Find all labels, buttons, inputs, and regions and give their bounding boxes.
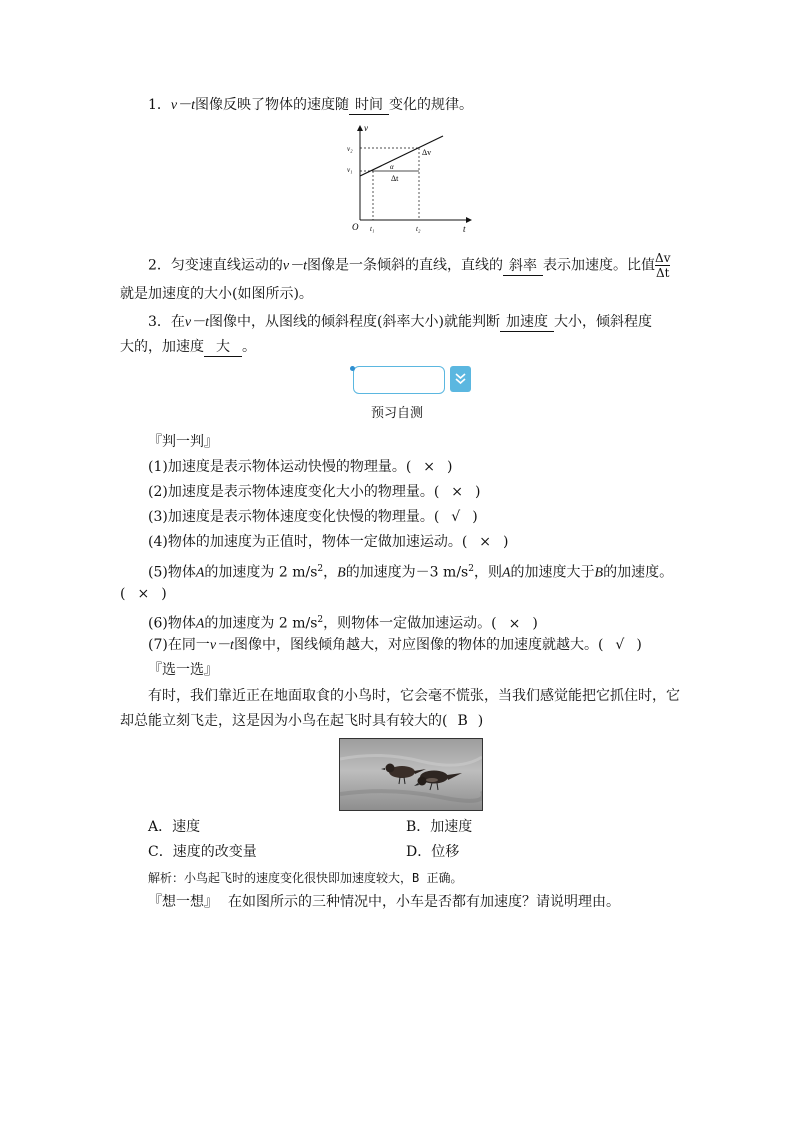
judge-item-5-text-g: ，则 — [473, 564, 502, 581]
judge-item-7 — [148, 635, 708, 656]
option-c: C．速度的改变量 — [148, 844, 257, 860]
judge-item-5-line2 — [120, 584, 680, 604]
judge-item-5 — [148, 559, 708, 584]
q3-blank-1: 加速度 — [500, 314, 554, 332]
choose-header: 『选一选』 — [148, 662, 218, 678]
sparrow-right — [414, 771, 462, 791]
judge-item-5-text-f: 的加速度为－3 m/s — [345, 564, 469, 581]
question-3 — [148, 312, 708, 333]
judge-item-1-text: (1)加速度是表示物体运动快慢的物理量。( — [148, 459, 412, 475]
think-question — [148, 892, 708, 912]
judge-item-5-text-i: 的加速度大于 — [510, 564, 595, 581]
judge-item-5-var-b: B — [337, 565, 346, 581]
alpha-label: α — [390, 163, 394, 171]
v2-label: v₂ — [347, 145, 353, 153]
judge-item-5-text-d: ， — [323, 564, 338, 581]
judge-item-5-var-b2: B — [594, 565, 604, 581]
q3-line2-text: 大的，加速度 — [120, 339, 204, 355]
judge-item-3 — [148, 507, 708, 527]
judge-item-3-text: (3)加速度是表示物体速度变化快慢的物理量。( — [148, 509, 440, 525]
judge-item-4 — [148, 532, 708, 552]
judge-item-1-mark: × — [423, 459, 436, 475]
sparrows-photo — [339, 738, 483, 811]
banner-dot-icon — [350, 366, 355, 371]
section-banner-box — [353, 366, 445, 394]
dt-label: Δt — [391, 174, 399, 183]
q3-text: 3．在 — [148, 314, 185, 330]
section-title: 预习自测 — [370, 406, 423, 421]
judge-item-5-mark: × — [137, 586, 150, 602]
judge-item-5-text-k: 的加速度。 — [603, 564, 674, 581]
judge-item-5-paren: ( — [120, 586, 126, 602]
option-b: B．加速度 — [406, 819, 473, 835]
judge-item-6-mark: × — [508, 615, 521, 632]
fraction-denominator: Δt — [656, 266, 670, 280]
q1-blank: 时间 — [349, 97, 389, 115]
judge-item-4-text: (4)物体的加速度为正值时，物体一定做加速运动。( — [148, 534, 468, 550]
judge-item-5-sup-2: 2 — [468, 564, 474, 574]
think-header: 『想一想』 — [148, 894, 218, 910]
choose-analysis: 解析：小鸟起飞时的速度变化很快即加速度较大，B 正确。 — [148, 871, 463, 885]
q2-text-mid: 图像是一条倾斜的直线，直线的 — [307, 257, 504, 274]
option-d: D．位移 — [406, 844, 460, 860]
question-2-line2: 就是加速度的大小(如图所示)。 — [120, 286, 313, 302]
t2-label: t₂ — [416, 225, 421, 233]
question-1 — [148, 95, 708, 116]
t-axis-label: t — [463, 224, 466, 234]
judge-item-1-end: ) — [447, 459, 453, 475]
choose-question-line2 — [120, 711, 680, 731]
judge-item-5-var-a: A — [195, 565, 205, 581]
judge-item-5-sup-1: 2 — [317, 564, 324, 574]
judge-item-7-vt: v－t — [209, 638, 234, 653]
dv-label: Δv — [422, 148, 432, 157]
judge-item-4-mark: × — [479, 534, 492, 550]
judge-item-6-text-a: (6)物体 — [148, 615, 196, 632]
judge-item-4-end: ) — [503, 534, 509, 550]
t1-label: t₁ — [370, 225, 375, 233]
q3-blank-2: 大 — [204, 339, 242, 357]
choose-answer: B — [457, 713, 468, 729]
question-2 — [148, 252, 708, 279]
q1-vt: v－t — [170, 98, 196, 113]
q3-line2-end: 。 — [242, 339, 256, 355]
q3-text-mid: 图像中，从图线的倾斜程度(斜率大小)就能判断 — [209, 314, 500, 330]
judge-item-7-text-a: (7)在同一 — [148, 637, 210, 653]
judge-item-6-var-a: A — [195, 616, 205, 632]
judge-item-2-mark: × — [451, 484, 464, 500]
judge-item-2-end: ) — [475, 484, 481, 500]
judge-item-5-text-a: (5)物体 — [148, 564, 196, 581]
v1-label: v₁ — [347, 166, 353, 174]
judge-item-6-end: ) — [532, 615, 538, 632]
judge-item-2-text: (2)加速度是表示物体速度变化大小的物理量。( — [148, 484, 440, 500]
judge-item-7-end: ) — [636, 637, 642, 653]
question-3-line2 — [120, 337, 680, 357]
q1-text-end: 变化的规律。 — [389, 97, 474, 113]
q3-vt: v－t — [184, 315, 210, 330]
q1-number: 1． — [148, 97, 171, 113]
choose-question-line1: 有时，我们靠近正在地面取食的小鸟时，它会毫不慌张，当我们感觉能把它抓住时，它 — [148, 688, 680, 704]
judge-header: 『判一判』 — [148, 434, 218, 450]
q3-text-end: 大小，倾斜程度 — [553, 314, 652, 330]
dv-dt-fraction — [655, 252, 670, 279]
choose-question-end: ) — [477, 713, 484, 729]
judge-item-6-text-d: ，则物体一定做加速运动。( — [323, 615, 497, 632]
judge-item-1 — [148, 457, 708, 477]
q1-text: 图像反映了物体的速度随 — [195, 97, 350, 113]
think-text: 在如图所示的三种情况中，小车是否都有加速度？请说明理由。 — [228, 894, 620, 910]
v-axis-label: v — [364, 123, 368, 133]
judge-item-7-text-b: 图像中，图线倾角越大，对应图像的物体的加速度就越大。( — [233, 637, 604, 653]
q2-blank: 斜率 — [503, 258, 543, 276]
vt-graph — [345, 120, 475, 235]
judge-item-5-end: ) — [161, 586, 167, 602]
fraction-numerator: Δv — [655, 251, 671, 265]
judge-item-3-mark: √ — [451, 509, 461, 525]
double-chevron-down-icon — [450, 366, 471, 392]
origin-label: O — [352, 222, 359, 232]
choose-question-text: 却总能立刻飞走，这是因为小鸟在起飞时具有较大的( — [120, 713, 448, 729]
q2-text: 2．匀变速直线运动的 — [148, 257, 283, 274]
judge-item-5-text-c: 的加速度为 2 m/s — [204, 564, 318, 581]
judge-item-6-text-c: 的加速度为 2 m/s — [204, 615, 318, 632]
judge-item-5-var-a2: A — [501, 565, 511, 581]
judge-item-2 — [148, 482, 708, 502]
judge-item-7-mark: √ — [615, 637, 625, 653]
judge-item-3-end: ) — [472, 509, 478, 525]
q2-text-end: 表示加速度。比值 — [543, 257, 656, 274]
judge-item-6 — [148, 610, 708, 635]
option-a: A．速度 — [148, 819, 201, 835]
q2-vt: v－t — [282, 258, 308, 274]
judge-item-6-sup: 2 — [317, 615, 324, 625]
